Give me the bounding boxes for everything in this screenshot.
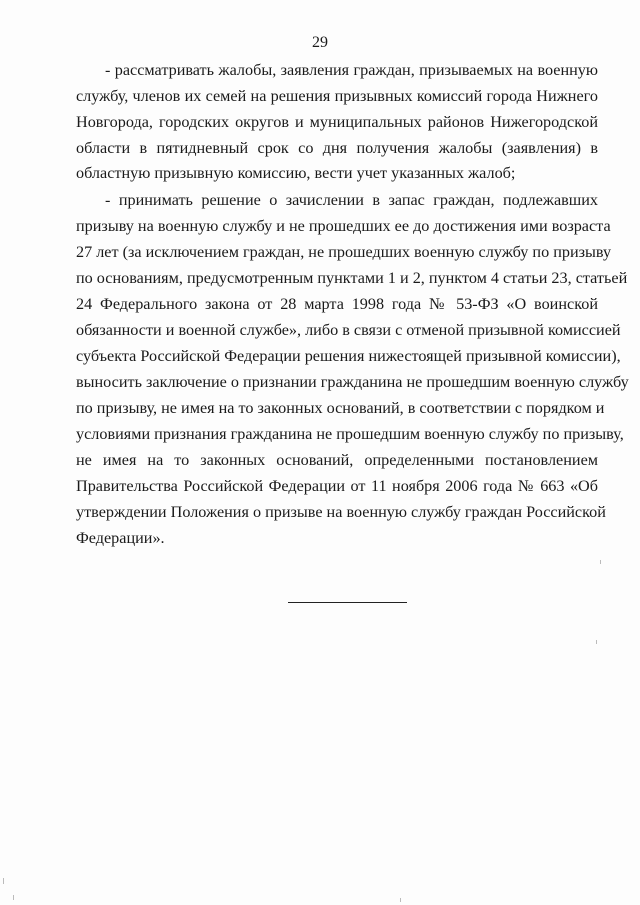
text-line: условиями признания гражданина не прошедшим военную службу по призыву,	[76, 425, 624, 443]
text-line: 27 лет (за исключением граждан, не прошедших военную службу по призыву	[76, 243, 612, 261]
text-line: не имея на то законных оснований, определенными постановлением	[76, 451, 598, 469]
text-line: по основаниям, предусмотренным пунктами 1 и 2, пунктом 4 статьи 23, статьей	[76, 269, 628, 287]
text-line: призыву на военную службу и не прошедших ее до достижения ими возраста	[76, 217, 611, 235]
scan-speck	[596, 640, 597, 644]
page-number: 29	[312, 34, 328, 51]
text-line: - рассматривать жалобы, заявления граждан, призываемых на военную	[105, 61, 598, 79]
text-line: субъекта Российской Федерации решения нижестоящей призывной комиссии),	[76, 347, 621, 365]
text-line: службу, членов их семей на решения призывных комиссий города Нижнего	[76, 87, 598, 105]
text-line: Новгорода, городских округов и муниципальных районов Нижегородской	[76, 113, 598, 131]
text-line: областную призывную комиссию, вести учет указанных жалоб;	[76, 164, 516, 182]
text-line: области в пятидневный срок со дня получения жалобы (заявления) в	[76, 139, 598, 157]
scan-speck	[400, 898, 401, 902]
scan-speck	[600, 560, 601, 564]
text-line: утверждении Положения о призыве на военную службу граждан Российской	[76, 503, 606, 521]
text-line: по призыву, не имея на то законных оснований, в соответствии с порядком и	[76, 399, 605, 417]
text-line: - принимать решение о зачислении в запас граждан, подлежавших	[105, 191, 598, 209]
text-line: Федерации».	[76, 529, 165, 547]
text-line: выносить заключение о признании гражданина не прошедшим военную службу	[76, 373, 629, 391]
text-line: Правительства Российской Федерации от 11 ноября 2006 года № 663 «Об	[76, 477, 598, 495]
scan-speck	[3, 878, 4, 884]
text-line: обязанности и военной службе», либо в связи с отменой призывной комиссией	[76, 321, 621, 339]
separator-line	[288, 602, 407, 603]
scan-speck	[13, 895, 14, 900]
text-line: 24 Федерального закона от 28 марта 1998 года № 53-ФЗ «О воинской	[76, 295, 598, 313]
